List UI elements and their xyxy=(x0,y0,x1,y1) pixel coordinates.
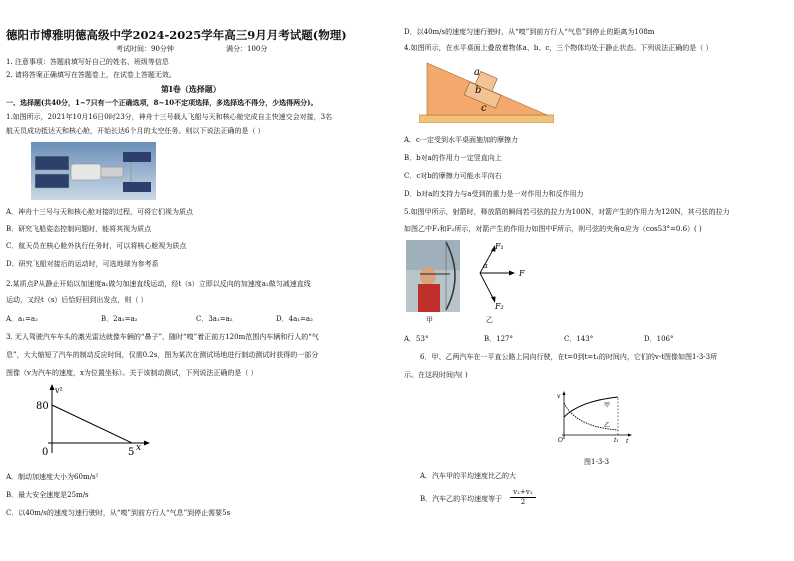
notice-1: 1. 注意事项：答题前填写好自己的姓名、班级等信息 xyxy=(6,58,169,66)
q3-y-tick: 80 xyxy=(36,401,49,412)
section-heading: 一、选择题(共40分，1~7只有一个正确选项，8~10不定项选择，多选择选不得分，少选得两分)。 xyxy=(6,98,318,107)
q5-line-2: 如图乙中F₁和F₂所示，对箭产生的作用力如图中F所示，则弓弦的夹角α应为（cos53°=0.6）( ) xyxy=(404,225,702,233)
q6-caption: 图1-3-3 xyxy=(584,458,610,466)
q1-line-2: 航天员成功抵达天和核心舱，开始长达6个月的太空任务。则以下说法正确的是（ ） xyxy=(6,127,265,135)
q3-x-label: x xyxy=(136,443,142,453)
spacecraft-image xyxy=(31,142,156,200)
q1-option-c: C．航天员在核心舱外执行任务时，可以将核心舱视为质点 xyxy=(6,242,187,250)
notice-2: 2. 请将答案正确填写在答题卷上，在试卷上答题无效。 xyxy=(6,71,176,79)
q2-option-d: D．4a₁=a₂ xyxy=(276,315,313,323)
q3-origin: 0 xyxy=(42,447,49,458)
q5-f: F xyxy=(519,269,525,278)
q6-t-label: t xyxy=(626,438,629,443)
q3-option-a: A．制动加速度大小为60m/s² xyxy=(6,473,99,481)
q3-line-2: 息”，大大缩短了汽车的制动反应时间，仅需0.2s，图为某次在测试场地进行制动测试时获得的一部分 xyxy=(6,351,319,359)
q6-fraction-den: 2 xyxy=(520,498,526,506)
q6-option-b: B．汽车乙的平均速度等于 xyxy=(420,495,503,503)
q5-force-diagram xyxy=(464,240,539,312)
q6-fraction xyxy=(510,488,536,507)
q2-option-b: B．2a₁=a₂ xyxy=(101,315,138,323)
q5-option-d: D．106° xyxy=(644,335,674,343)
q6-yi: 乙 xyxy=(604,422,611,429)
q1-option-b: B．研究飞船姿态控制问题时，能将其视为质点 xyxy=(6,225,152,233)
q5-label-yi: 乙 xyxy=(486,316,493,324)
q3-option-c: C．以40m/s的速度匀速行驶时，从“嗅”到前方行人“气息”到停止需要5s xyxy=(6,509,231,517)
q5-f1: F₁ xyxy=(495,242,504,251)
q6-option-a: A．汽车甲的平均速度比乙的大 xyxy=(420,472,517,480)
q1-option-d: D．研究飞船对接后的运动时，可选地球为参考系 xyxy=(6,260,159,268)
q5-f2: F₂ xyxy=(495,302,504,311)
q6-jia: 甲 xyxy=(604,402,611,409)
exam-time: 考试时间：90分钟 xyxy=(116,45,174,53)
q4-label-c: c xyxy=(481,103,487,114)
q4-option-d: D．b对a的支持力与a受到的重力是一对作用力和反作用力 xyxy=(404,190,584,198)
q5-label-jia: 甲 xyxy=(426,316,433,324)
q5-option-b: B．127° xyxy=(484,335,514,343)
q5-option-a: A．53° xyxy=(404,335,429,343)
q5-alpha: α xyxy=(483,262,488,270)
q3-x-tick: 5 xyxy=(128,447,135,458)
part-title: 第Ⅰ卷（选择题） xyxy=(161,84,221,94)
q3-option-d: D．以40m/s的速度匀速行驶时，从“嗅”到前方行人“气息”到停止的距离为108m xyxy=(404,28,655,36)
q4-label-b: b xyxy=(475,85,482,96)
exam-score: 满分：100分 xyxy=(226,45,268,53)
q4-option-a: A．c一定受到水平桌面施加的摩擦力 xyxy=(404,136,518,144)
q6-origin: O xyxy=(558,437,563,443)
exam-title: 德阳市博雅明德高级中学2024-2025学年高三9月月考试题(物理) xyxy=(6,28,347,42)
q1-line-1: 1.如图所示，2021年10月16日0时23分，神舟十三号载人飞船与天和核心舱完成自主快速交会对接，3名 xyxy=(6,113,333,121)
q3-option-b: B．最大安全速度是25m/s xyxy=(6,491,89,499)
q2-option-c: C．3a₁=a₂ xyxy=(196,315,233,323)
q3-line-3: 图像（v为汽车的速度，x为位置坐标）。关于该制动测试，下列说法正确的是（ ） xyxy=(6,369,258,377)
q4-label-a: a xyxy=(474,67,480,78)
q5-option-c: C．143° xyxy=(564,335,594,343)
q4-option-c: C．c对b的摩擦力可能水平向右 xyxy=(404,172,502,180)
q6-vt-graph xyxy=(556,389,634,443)
archer-photo xyxy=(406,240,460,312)
q3-y-label: v² xyxy=(55,386,63,395)
q4-option-b: B．b对a的作用力一定竖直向上 xyxy=(404,154,502,162)
q6-t1: t₁ xyxy=(614,437,619,443)
q1-option-a: A．神舟十三号与天和核心舱对接的过程，可将它们视为质点 xyxy=(6,208,194,216)
q3-graph xyxy=(34,383,154,463)
q6-line-2: 示。在这段时间内( ) xyxy=(404,371,468,379)
q6-fraction-num: v₁+v₂ xyxy=(510,488,536,498)
q6-line-1: 6．甲、乙两汽车在一平直公路上同向行驶，在t=0到t=t₁的时间内，它们的v-t图像如图1-3-3所 xyxy=(420,353,718,361)
q4-line: 4.如图所示，在水平桌面上叠放着物体a、b、c，三个物体均处于静止状态。下列说法正确的是（ ） xyxy=(404,44,713,52)
q2-option-a: A．a₁=a₂ xyxy=(6,315,38,323)
q6-v-label: v xyxy=(557,393,561,400)
q4-blocks-figure xyxy=(419,57,554,123)
q5-line-1: 5.如图甲所示，射箭时，释放箭的瞬间若弓弦的拉力为100N，对箭产生的作用力为120N，其弓弦的拉力 xyxy=(404,208,730,216)
q2-line-2: 运动，又经t（s）后恰好回到出发点，则（ ） xyxy=(6,296,148,304)
q3-line-1: 3. 无人驾驶汽车车头的激光雷达就像车辆的“鼻子”，随时“嗅”着正前方120m范围内车辆和行人的“气 xyxy=(6,333,319,341)
q2-line-1: 2.某质点P从静止开始以加速度a₁做匀加速直线运动，经t（s）立即以反向的加速度a₂做匀减速直线 xyxy=(6,280,311,288)
